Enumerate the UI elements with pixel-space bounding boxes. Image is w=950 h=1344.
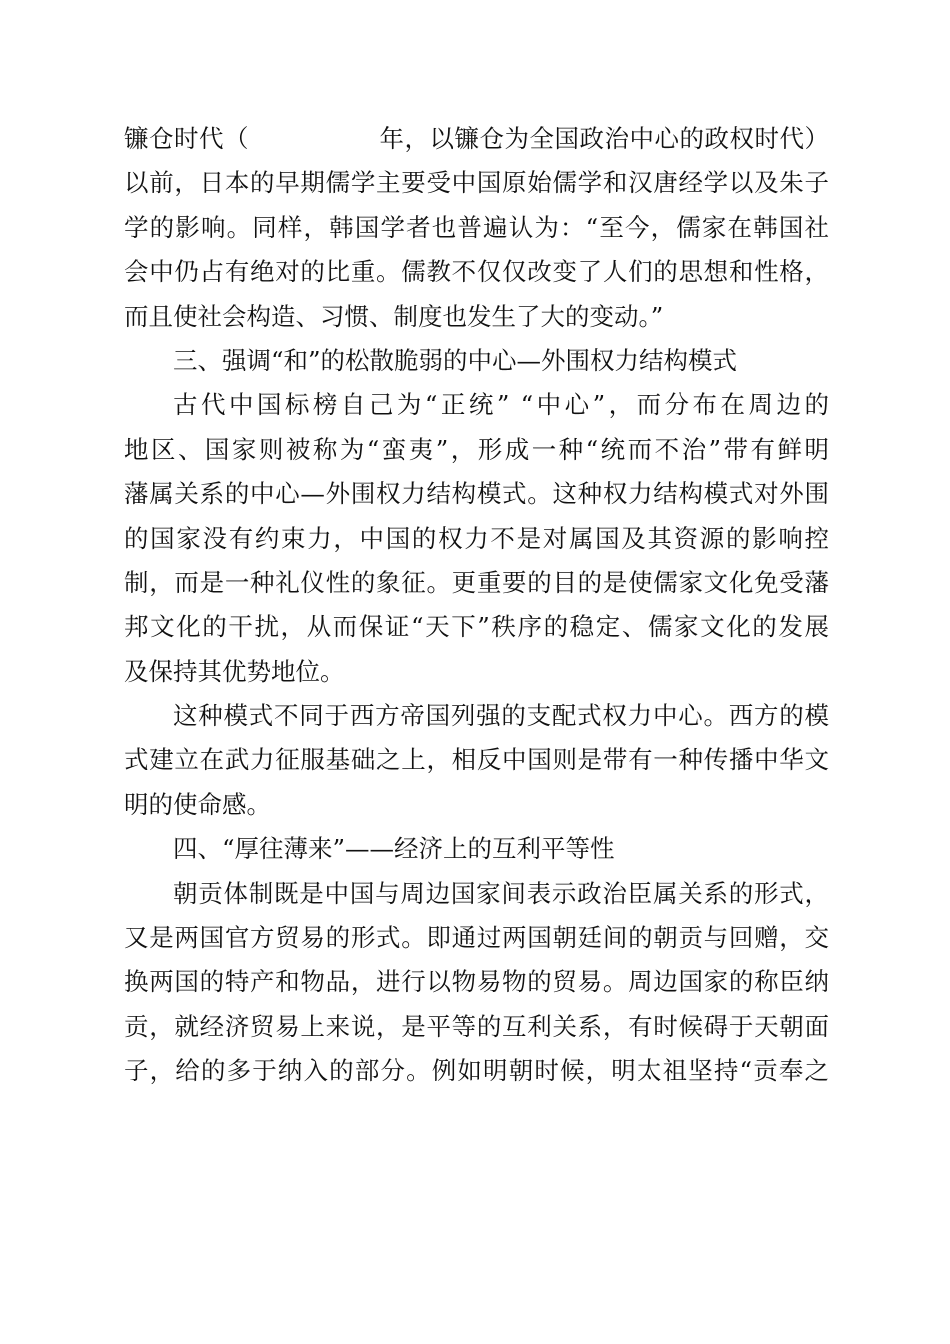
text-line-3: 学的影响。同样，韩国学者也普遍认为：“至今，儒家在韩国社 bbox=[124, 212, 829, 242]
text-line-21: 贡，就经济贸易上来说，是平等的互利关系，有时候碍于天朝面 bbox=[124, 1011, 829, 1041]
text-line-13: 及保持其优势地位。 bbox=[124, 656, 345, 686]
document-body bbox=[124, 117, 829, 1094]
text-line-12: 邦文化的干扰，从而保证“天下”秩序的稳定、儒家文化的发展 bbox=[124, 612, 829, 642]
text-line-1-end: 年，以镰仓为全国政治中心的政权时代） bbox=[379, 124, 829, 153]
text-line-19: 又是两国官方贸易的形式。即通过两国朝廷间的朝贡与回赠，交 bbox=[124, 923, 829, 953]
text-line-18: 朝贡体制既是中国与周边国家间表示政治臣属关系的形式， bbox=[173, 878, 829, 908]
text-line-15: 式建立在武力征服基础之上，相反中国则是带有一种传播中华文 bbox=[124, 745, 829, 775]
text-line-2: 以前，日本的早期儒学主要受中国原始儒学和汉唐经学以及朱子 bbox=[124, 168, 829, 198]
text-line-14: 这种模式不同于西方帝国列强的支配式权力中心。西方的模 bbox=[173, 701, 829, 731]
text-line-20: 换两国的特产和物品，进行以物易物的贸易。周边国家的称臣纳 bbox=[124, 967, 829, 997]
text-line-1-start: 镰仓时代（ bbox=[124, 124, 249, 153]
section-heading-3: 三、强调“和”的松散脆弱的中心—外围权力结构模式 bbox=[173, 345, 738, 375]
text-line-5: 而且使社会构造、习惯、制度也发生了大的变动。” bbox=[124, 301, 664, 331]
text-line-1 bbox=[124, 117, 829, 161]
section-heading-4: 四、“厚往薄来”——经济上的互利平等性 bbox=[173, 834, 615, 864]
text-line-8: 地区、国家则被称为“蛮夷”，形成一种“统而不治”带有鲜明 bbox=[124, 434, 829, 464]
text-line-4: 会中仍占有绝对的比重。儒教不仅仅改变了人们的思想和性格， bbox=[124, 257, 829, 287]
text-line-9: 藩属关系的中心—外围权力结构模式。这种权力结构模式对外围 bbox=[124, 479, 829, 509]
text-line-10: 的国家没有约束力，中国的权力不是对属国及其资源的影响控 bbox=[124, 523, 829, 553]
text-line-22: 子，给的多于纳入的部分。例如明朝时候，明太祖坚持“贡奉之 bbox=[124, 1056, 829, 1086]
text-line-16: 明的使命感。 bbox=[124, 789, 271, 819]
text-line-7: 古代中国标榜自己为“正统” “中心”，而分布在周边的 bbox=[173, 390, 829, 420]
text-line-11: 制，而是一种礼仪性的象征。更重要的目的是使儒家文化免受藩 bbox=[124, 567, 829, 597]
